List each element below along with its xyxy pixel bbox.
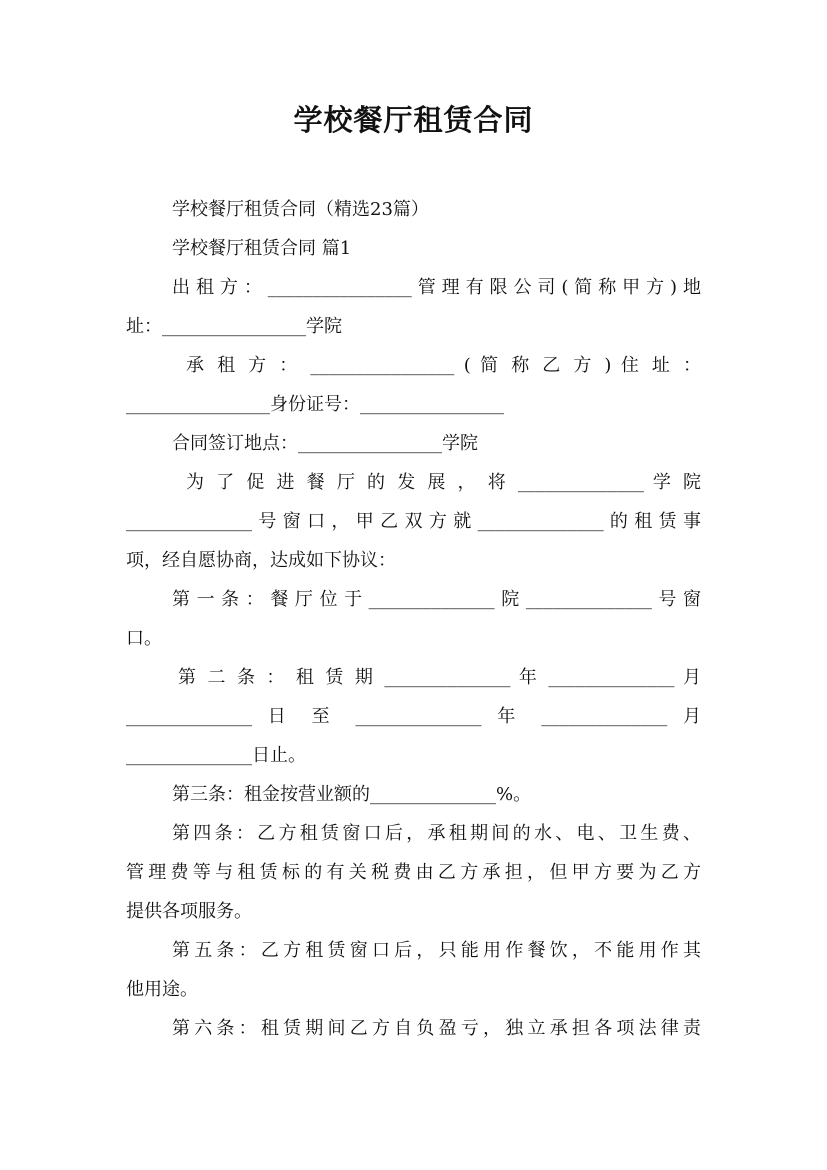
lessor-address-line: 址：________________学院 — [126, 316, 342, 337]
intro-line-2: ______________号窗口，甲乙双方就______________的租赁事 — [126, 511, 701, 532]
lessee-line: 承 租 方 ： ________________ ( 简 称 乙 方 ) 住 址 ： — [186, 355, 701, 376]
article-1-line-1: 第一条：餐厅位于______________院______________号窗 — [172, 589, 701, 610]
article-4-line-2: 管理费等与租赁标的有关税费由乙方承担，但甲方要为乙方 — [126, 862, 701, 883]
article-4-line-3: 提供各项服务。 — [126, 901, 252, 922]
page-title: 学校餐厅租赁合同 — [293, 103, 534, 137]
article-1-line-2: 口。 — [126, 628, 162, 649]
article-4-line-1: 第四条：乙方租赁窗口后，承租期间的水、电、卫生费、 — [172, 823, 701, 844]
section-heading: 学校餐厅租赁合同 篇1 — [172, 238, 352, 259]
article-2-line-2: ______________ 日 至 ______________ 年 ______________ 月 — [126, 706, 701, 727]
article-2-line-1: 第 二 条 ： 租 赁 期 ______________ 年 ______________ 月 — [178, 667, 701, 688]
article-6-line-1: 第六条：租赁期间乙方自负盈亏，独立承担各项法律责 — [172, 1018, 701, 1039]
lessor-line: 出租方：________________管理有限公司(简称甲方)地 — [172, 277, 701, 298]
article-5-line-2: 他用途。 — [126, 979, 198, 1000]
article-2-line-3: ______________日止。 — [126, 745, 306, 766]
signing-place-line: 合同签订地点：________________学院 — [172, 433, 478, 454]
article-5-line-1: 第五条：乙方租赁窗口后，只能用作餐饮，不能用作其 — [172, 940, 701, 961]
article-3-line: 第三条：租金按营业额的______________%。 — [172, 784, 532, 805]
subtitle-line: 学校餐厅租赁合同（精选23篇） — [172, 199, 429, 220]
intro-line-3: 项，经自愿协商，达成如下协议： — [126, 550, 396, 571]
lessee-id-line: ________________身份证号：________________ — [126, 394, 504, 415]
intro-line-1: 为 了 促 进 餐 厅 的 发 展 ， 将 ______________ 学 院 — [186, 472, 701, 493]
